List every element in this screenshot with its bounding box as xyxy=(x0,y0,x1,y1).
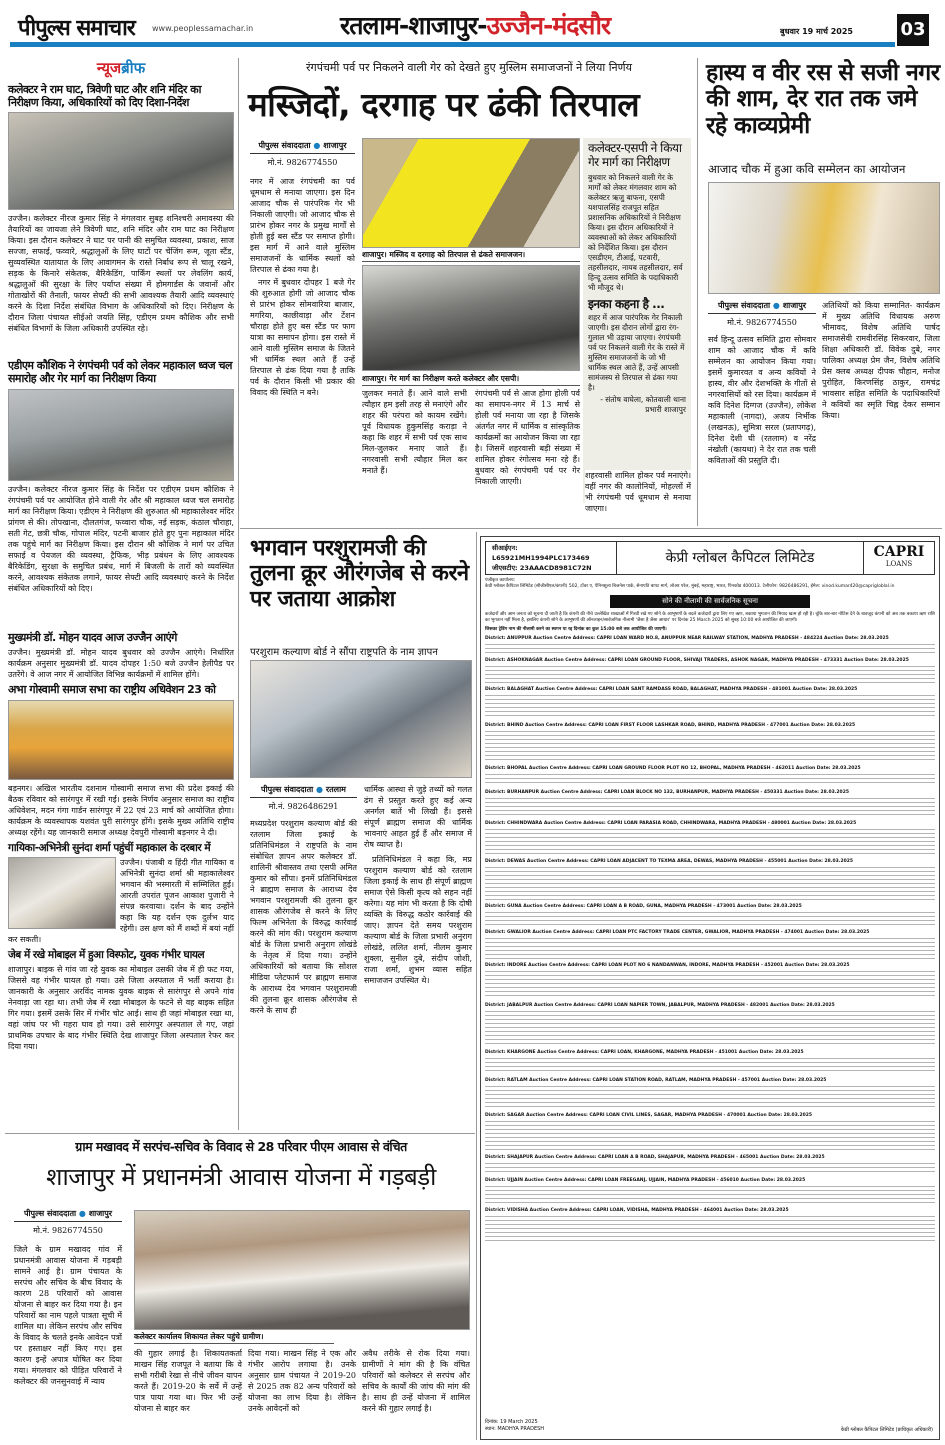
branch-heading: District: UJJAIN Auction Centre Address: CAPRI LOAN FREEGANJ, UJJAIN, MADHYA PRADESH - 456010 Auction Date: 28.03.2025 xyxy=(485,1178,806,1183)
reporter-mobile: मो.नं. 9826486291 xyxy=(268,802,339,811)
notice-body: कर्जदारों और आम जनता को सूचना दी जाती है कि कंपनी की नीचे उल्लेखित शाखाओं में गिरवी रखे गए सोने के आभूषणों के बदले कर्जदारों द्वारा लिए गए ऋण, बकाया भुगतान की मियाद खत्म हो रही है। चूंकि बार-बार नोटिस देने के बावजूद कंपनी को अब तक बकाया ऋण राशि का भुगतान नहीं मिला है, इसलिए कंपनी सोने के आभूषणों की ऑनलाइन/सार्वजनिक नीलामी 'जैसा है जैसा आधार' पर दिनांक 25 March 2025 को सुबह 10:00 बजे आयोजित की जाएगी। xyxy=(485,612,935,623)
branch-heading: District: GWALIOR Auction Centre Address: CAPRI LOAN PTC FACTORY TRADE CENTER, GWALIOR, MADHYA PRADESH - 474001 Auction Date: 28.03.2025 xyxy=(485,930,870,935)
reporter-mobile: मो.नं. 9826774550 xyxy=(267,158,338,167)
photo-villagers-complaint xyxy=(134,1210,470,1330)
reporter-mobile: मो.नं. 9826774550 xyxy=(727,318,797,327)
capri-logo: CAPRI LOANS xyxy=(873,544,925,568)
branch-entry xyxy=(485,1050,935,1074)
notice-title: सोने की नीलामी की सार्वजनिक सूचना xyxy=(610,595,810,608)
brief-headline: कलेक्टर ने राम घाट, त्रिवेणी घाट और शनि मंदिर का निरीक्षण किया, अधिकारियों को दिए दिशा-निर्देश xyxy=(8,83,201,109)
branch-heading: District: BALAGHAT Auction Centre Address: CAPRI LOAN SANT RAMDASS ROAD, BALAGHAT, MADHYA PRADESH - 481001 Auction Date: 28.03.2025 xyxy=(485,687,858,692)
branch-heading: District: CHHINDWARA Auction Centre Address: CAPRI LOAN PARASIA ROAD, CHHINDWARA, MADHYA PRADESH - 480001 Auction Date: 28.03.2025 xyxy=(485,821,857,826)
branch-entry xyxy=(485,859,935,900)
brief-body: उज्जैन। कलेक्टर नीरज कुमार सिंह के निर्देश पर एडीएम प्रथम कौशिक ने रंगपंचमी पर्व पर आयोजित होने वाली गेर और श्री महाकाल ध्वज चल समारोह मार्ग का निरीक्षण किया। एडीएम ने निरीक्षण की शुरुआत श्री महाकालेश्वर मंदिर प्रांगण से की। तोपखाना, दौलतगंज, फव्वारा चौक, नई सड़क, कंठाल चौराहा, सती गेट, छत्री चौक, गोपाल मंदिर, पटनी बाजार होते हुए पुनः महाकाल मंदिर तक पहुंचे मार्ग का निरीक्षण किया। इस दौरान श्री कौशिक ने मार्ग पर उचित सफाई व पेयजल की व्यवस्था, ट्रैफिक, भीड़ प्रबंधन के लिए आवश्यक बैरिकेडिंग, सुरक्षा के समुचित प्रबंध, मार्ग में बिजली के तारों को व्यवस्थित करने, आवश्यक संकेतक लगाने, फायर सेफ्टी आदि व्यवस्थाएं करने के निर्देश संबंधित अधिकारियों को दिए। xyxy=(8,484,234,593)
photo-caption: शाजापुर। मस्जिद व दरगाह को तिरपाल से ढंकते समाजजन। xyxy=(362,249,580,262)
photo-caption: शाजापुर। गेर मार्ग का निरीक्षण करते कलेक्टर और एसपी। xyxy=(362,373,580,386)
brief-headline: जेब में रखे मोबाइल में हुआ विस्फोट, युवक गंभीर घायल xyxy=(8,948,205,961)
awas-body: जिले के ग्राम मखावद गांव में प्रधानमंत्री आवास योजना में गड़बड़ी सामने आई है। ग्राम पंचायत के सरपंच और सचिव के बीच विवाद के कारण 28 परिवारों को आवास योजना से बाहर कर दिया गया है। इन परिवारों का नाम पहले पात्रता सूची में शामिल था। लेकिन सरपंच और सचिव के विवाद के चलते इनके आवेदन पत्रों पर हस्ताक्षर नहीं किए गए। इस कारण इन्हें अपात्र घोषित कर दिया गया। मंगलवार को पीड़ित परिवारों ने कलेक्टर की जनसुनवाई में न्याय xyxy=(14,1245,122,1386)
loan-account-list xyxy=(485,1184,935,1204)
photo-goswami-samaj xyxy=(8,700,234,780)
parshuram-body: प्रतिनिधिमंडल ने कहा कि, मप्र परशुराम कल्याण बोर्ड को रतलाम जिला इकाई के साथ ही संपूर्ण ब्राह्मण समाज ऐसे किसी कृत्य को सहन नहीं करेगा। यह मांग भी करता है कि दोषी व्यक्ति के विरुद्ध कठोर कार्रवाई की जाए। ज्ञापन देते समय परशुराम कल्याण बोर्ड के जिला प्रभारी अनुराग लोखंडे, ललित शर्मा, नीलम कुमार शुक्ला, सुनील दुबे, संदीप जोशी, राजा शर्मा, शुभम व्यास सहित समाजजन उपस्थित थे। xyxy=(364,855,472,985)
branch-heading: District: BURHANPUR Auction Centre Address: CAPRI LOAN BLOCK NO 132, BURHANPUR, MADHYA PRADESH - 450331 Auction Date: 28.03.2025 xyxy=(485,790,849,795)
section-divider xyxy=(5,1133,475,1134)
branch-entry xyxy=(485,658,935,683)
lead-body: शहरवासी शामिल होकर पर्व मनाएंगे। वहीं नगर की कालोनियों, मोहल्लों में भी रंगपंचमी पर्व धूमधाम से मनाया जाएगा। xyxy=(585,470,691,520)
parshuram-headline: भगवान परशुरामजी की तुलना क्रूर औरंगजेब से करने पर जताया आक्रोश xyxy=(250,536,469,612)
photo-sunanda-sharma xyxy=(8,857,116,929)
section-divider xyxy=(240,528,942,529)
branch-entry xyxy=(485,1078,935,1109)
loan-account-list xyxy=(485,729,935,762)
branch-heading: District: BHOPAL Auction Centre Address: CAPRI LOAN GROUND FLOOR PLOT NO 12, BHOPAL, MADHYA PRADESH - 462011 Auction Date: 28.03.2025 xyxy=(485,766,861,771)
column-divider xyxy=(697,58,698,526)
news-brief-label: न्यूजब्रीफ xyxy=(96,59,146,77)
kavi-body: अतिथियों को किया सम्मानित- कार्यक्रम में मुख्य अतिथि विधायक अरुण भीमावद, विशेष अतिथि पार्षद समाजसेवी रामवीरसिंह सिकरवार, जिला शिक्षा अधिकारी डॉ. विवेक दुबे, नगर पालिका अध्यक्ष प्रेम जैन, विशेष अतिथि प्रेस क्लब अध्यक्ष दीपक चौहान, मनोज पुरोहित, किरणसिंह ठाकुर, रामचंद्र भावसार सहित समिति के पदाधिकारियों ने कवियों का स्मृति चिह्न देकर सम्मान किया। xyxy=(822,301,940,420)
photo-ger-route-inspection xyxy=(362,265,580,371)
lead-body: जुलकर मनाते हैं। आने वाले सभी त्यौहार हम इसी तरह से मनाएंगे और शहर की परंपरा को कायम रखेंगे। पूर्व विधायक हुकुमसिंह कराड़ा ने कहा कि शहर में सभी पर्व एक साथ मिल-जुलकर मनाए जाते हैं। नगरवासी सभी त्यौहार मिल कर मनाते हैं। xyxy=(362,389,467,475)
branch-heading: District: SAGAR Auction Centre Address: CAPRI LOAN CIVIL LINES, SAGAR, MADHYA PRADESH - 470001 Auction Date: 28.03.2025 xyxy=(485,1113,813,1118)
branch-heading: District: KHARGONE Auction Centre Address: CAPRI LOAN, KHARGONE, MADHYA PRADESH - 451001 Auction Date: 28.03.2025 xyxy=(485,1050,804,1055)
quote-body: शहर में आज पारंपरिक गेर निकाली जाएगी। इस दौरान लोगों द्वारा रंग-गुलाल भी उड़ाया जाएगा। रंगपंचमी पर्व पर निकलने वाली गेर के रास्ते में मुस्लिम समाजजनों के जो भी धार्मिक स्थल आते हैं, उन्हें आपसी सामंजस्य से तिरपाल से ढंका गया है। xyxy=(588,313,685,393)
column-divider xyxy=(238,58,239,1130)
capri-auction-notice xyxy=(480,536,940,1440)
byline: पीपुल्स संवाददाता ● शाजापुर xyxy=(14,1208,122,1222)
branch-entry xyxy=(485,930,935,959)
loan-account-list xyxy=(485,865,935,900)
awas-headline: शाजापुर में प्रधानमंत्री आवास योजना में गड़बड़ी xyxy=(46,1163,436,1191)
awas-byline xyxy=(14,1208,122,1434)
branch-entry xyxy=(485,790,935,817)
edition-title-red: उज्जैन-मंदसौर xyxy=(486,11,611,40)
loan-account-list xyxy=(485,693,935,719)
brief-body: बड़नगर। अखिल भारतीय दशनाम गोस्वामी समाज सभा की प्रदेश इकाई की बैठक रविवार को सारंगपुर में रखी गई। इसके निर्णय अनुसार समाज का राष्ट्रीय अधिवेशन, मदन गंगा गार्डन सारंगपुर में 22 एवं 23 मार्च को आयोजित होगा। कार्यक्रम के व्यवस्थापक यशवंत पुरी सारंगपुर होंगे। इसके मुख्य अतिथि राष्ट्रीय अध्यक्ष रहेंगे। यह जानकारी समाज अध्यक्ष देवपुरी गोस्वामी बड़नगर ने दी। xyxy=(8,783,234,837)
brief-headline: एडीएम कौशिक ने रंगपंचमी पर्व को लेकर महाकाल ध्वज चल समारोह और गेर मार्ग का निरीक्षण किया xyxy=(8,359,232,385)
lead-body: नगर में आज रंगपंचमी का पर्व धूमधाम से मनाया जाएगा। इस दिन आजाद चौक से पारंपरिक गेर भी निकाली जाएगी। जो आजाद चौक से प्रारंभ होकर नगर के प्रमुख मार्गों से होती हुई बस स्टैंड पर समाप्त होगी। इस मार्ग में आने वाले मुस्लिम समाजजनों के धार्मिक स्थलों को तिरपाल से ढंका गया है। xyxy=(250,177,355,274)
loan-account-list xyxy=(485,1056,935,1074)
photo-caption: कलेक्टर कार्यालय शिकायत लेकर पहुंचे ग्रामीण। xyxy=(134,1331,334,1344)
parshuram-body: मध्यप्रदेश परशुराम कल्याण बोर्ड की रतलाम जिला इकाई के प्रतिनिधिमंडल ने राष्ट्रपति के नाम संबोधित ज्ञापन अपर कलेक्टर डॉ. शालिनी श्रीवास्तव तथा एसपी अमित कुमार को सौंपा। इनमें प्रतिनिधिमंडल ने ब्राह्मण समाज के आराध्य देव भगवान परशुरामजी की तुलना क्रूर शासक औरंगजेब से करने के लिए फिल्म अभिनेता के विरुद्ध कार्रवाई करने की मांग की। परशुराम कल्याण बोर्ड के जिला प्रभारी अनुराग लोखंडे के नेतृत्व में दिया गया। उन्होंने अधिकारियों को बताया कि सोशल मीडिया प्लेटफार्म पर ब्राह्मण समाज के आराध्य देव भगवान परशुरामजी की तुलना क्रूर शासक औरंगजेब से करने के साथ ही xyxy=(250,819,357,1015)
branch-heading: District: DEWAS Auction Centre Address: CAPRI LOAN ADJACENT TO TEXMA AREA, DEWAS, MADHYA PRADESH - 455001 Auction Date: 28.03.2025 xyxy=(485,859,853,864)
branch-entry xyxy=(485,1208,935,1241)
lead-body: नगर में बुधवार दोपहर 1 बजे गेर की शुरुआत होगी जो आजाद चौक से प्रारंभ होकर सोमवारिया बाजार, मगरिया, काछीवाड़ा और टेंशन चौराहा होते हुए बस स्टैंड पर फाग यात्रा का समापन होगा। इस रास्ते में आने वाली मुस्लिम समाज के जितने भी धार्मिक स्थल आते हैं उन्हें तिरपाल से ढंक दिया गया है ताकि पर्व के दौरान किसी भी प्रकार की विवाद की स्थिति न बने। xyxy=(250,278,355,397)
branch-list xyxy=(485,636,935,1241)
branch-entry xyxy=(485,821,935,855)
ad-reg-office: पंजीकृत कार्यालय: केप्री ग्लोबल कैपिटल लिमिटेड (सीजीसीएल/कंपनी) 502, टॉवर ए, पेनिनसुला बिजनेस पार्क, सेनापति बापट मार्ग, लोअर परेल, मुंबई, महाराष्ट्र, भारत, पिनकोड 400013. टेलीफोन: 9826486291, ईमेल: vinod.kumar420@caprigloblal.in xyxy=(485,578,895,589)
quote-attribution: - संतोष वाघेला, कोतवाली थाना प्रभारी शाजापुर xyxy=(600,395,686,415)
brief-body: उज्जैन। मुख्यमंत्री डॉ. मोहन यादव बुधवार को उज्जैन आएंगे। निर्धारित कार्यक्रम अनुसार मुख्यमंत्री डॉ. यादव दोपहर 1:50 बजे उज्जैन हेलीपैड पर उतरेंगे। वे आज नगर में आयोजित विभिन्न कार्यक्रमों में शामिल होंगे। xyxy=(8,648,234,680)
news-brief-column xyxy=(8,58,234,1052)
header-rule xyxy=(10,42,895,47)
photo-collector-inspection xyxy=(8,112,234,210)
branch-heading: District: JABALPUR Auction Centre Address: CAPRI LOAN NAPIER TOWN, JABALPUR, MADHYA PRADESH - 482001 Auction Date: 28.03.2025 xyxy=(485,1003,835,1008)
branch-heading: District: ASHOKNAGAR Auction Centre Address: CAPRI LOAN GROUND FLOOR, SHIVAJI TRADERS, ASHOK NAGAR, MADHYA PRADESH - 473331 Auction Date: 28.03.2025 xyxy=(485,658,909,663)
issue-date: बुधवार 19 मार्च 2025 xyxy=(780,27,853,36)
brief-body: उज्जैन। कलेक्टर नीरज कुमार सिंह ने मंगलवार सुबह शनिश्चरी अमावस्या की तैयारियों का जायजा लेने त्रिवेणी घाट, शनि मंदिर और राम घाट का निरीक्षण किया। इस दौरान कलेक्टर ने घाट पर पानी की समुचित व्यवस्था, प्रकाश, साज सज्जा, सफाई, फव्वारे, श्रद्धालुओं के लिए घाटों पर चेंजिंग रूम, जूता स्टैंड, सुव्यवस्थित यातायात के लिए आवागमन के रास्ते निर्बाध रूप से चालू रखने, सड़क के किनारे संकेतक, बैरिकेडिंग, पार्किंग स्थलों पर लेवलिंग कार्य, श्रद्धालुओं की सुरक्षा के लिए पर्याप्त संख्या में होमगार्डस के जवानों और गोताखोरों की तैनाती, फायर सेफ्टी की सभी आवश्यक तैयारी आदि व्यवस्थाएं करने के दिशा निर्देश संबंधित विभाग के अधिकारियों को दिए। निरीक्षण के दौरान जिला पंचायत सीईओ जयति सिंह, एडीएम प्रथम कौशिक और सभी संबंधित विभागों के जिला अधिकारी उपस्थित रहे। xyxy=(8,214,234,334)
newspaper-logo: पीपुल्स समाचार xyxy=(18,16,135,41)
brief-headline: मुख्यमंत्री डॉ. मोहन यादव आज उज्जैन आएंगे xyxy=(8,630,177,644)
lead-body: रंगपंचमी पर्व से आज होगा होली पर्व का समापन-नगर में 13 मार्च से होली पर्व मनाया जा रहा है जिसके अंतर्गत नगर में धार्मिक व सांस्कृतिक कार्यक्रमों का आयोजन किया जा रहा है। जिसमें शहरवासी बड़ी संख्या में शामिल होकर रंगोत्सव मना रहे हैं। बुधवार को रंगपंचमी पर्व पर गेर निकाली जाएगी। xyxy=(475,389,580,486)
ad-registration: सीआईएन: L65921MH1994PLC173469 जीएसटीए: 23AAACD8981C72N xyxy=(492,544,592,572)
ad-signature: केप्री ग्लोबल कैपिटल लिमिटेड (प्राधिकृत अधिकारी) xyxy=(840,1427,933,1433)
branch-heading: District: RATLAM Auction Centre Address: CAPRI LOAN STATION ROAD, RATLAM, MADHYA PRADESH - 457001 Auction Date: 28.03.2025 xyxy=(485,1078,827,1083)
photo-adm-inspection xyxy=(8,389,234,481)
parshuram-subhead: परशुराम कल्याण बोर्ड ने सौंपा राष्ट्रपति के नाम ज्ञापन xyxy=(250,647,438,658)
branch-heading: District: INDORE Auction Centre Address: CAPRI LOAN PLOT NO 6 NANDANWAN, INDORE, MADHYA PRADESH - 452001 Auction Date: 28.03.2025 xyxy=(485,963,850,968)
brief-body: उज्जैन। पंजाबी व हिंदी गीत गायिका व अभिनेत्री सुनंदा शर्मा श्री महाकालेश्वर भगवान की भस्मारती में सम्मिलित हुईं। आरती उपरांत पूजन आकाश पुजारी ने संपन्न करवाया। दर्शन के बाद उन्होंने कहा कि यह दर्शन एक दुर्लभ याद रहेगी। उस क्षण को मैं शब्दों में बयां नहीं कर सकती। xyxy=(8,857,234,944)
loan-account-list xyxy=(485,772,935,786)
loan-account-list xyxy=(485,910,935,926)
kavi-byline xyxy=(708,300,816,514)
branch-entry xyxy=(485,963,935,999)
website-link[interactable]: www.peoplessamachar.in xyxy=(152,24,254,33)
loan-account-list xyxy=(485,1084,935,1109)
kavi-body: सर्व हिन्दू उत्सव समिति द्वारा सोमवार शाम को आजाद चौक में कवि सम्मेलन का आयोजन किया गया। इसमें कुमारवत व अन्य कवियों ने हास्य, वीर और देशभक्ति के गीतों से नगरवासियों को रस दिया। कार्यक्रम में कवि दिनेश दिग्गज (उज्जैन), लोकेश महाकाली (नागदा), अजय निर्भीक (लखनऊ), सुमित्रा सरल (प्रतापगढ़), दिनेश देशी घी (रतलाम) व नरेंद्र नंखोती (कायथा) ने देर रात तक चली कविताओं की प्रस्तुति दी। xyxy=(708,335,816,465)
loan-account-list xyxy=(485,969,935,999)
lead-byline xyxy=(250,140,355,447)
loan-account-list xyxy=(485,1009,935,1046)
brief-headline: गायिका-अभिनेत्री सुनंदा शर्मा पहुंचीं महाकाल के दरबार में xyxy=(8,841,211,854)
branch-entry xyxy=(485,1155,935,1174)
column-divider xyxy=(476,532,477,1440)
byline: पीपुल्स संवाददाता ● शाजापुर xyxy=(708,300,816,314)
sidebar-box xyxy=(583,138,691,503)
brief-headline: अभा गोस्वामी समाज सभा का राष्ट्रीय अधिवेशन 23 को xyxy=(8,683,216,697)
awas-body: अवैध तरीके से रोक दिया गया। ग्रामीणों ने मांग की है कि वंचित परिवारों को कलेक्टर से सरपंच और सचिव के कार्यों की जांच की मांग की है। साथ ही उन्हें योजना में शामिल करने की गुहार लगाई है। xyxy=(362,1349,470,1413)
sidebar-body: बुधवार को निकलने वाली गेर के मार्गों को लेकर मंगलवार शाम को कलेक्टर ऋजु बाफना, एसपी यशपालसिंह राजपूत सहित प्रशासनिक अधिकारियों ने निरीक्षण किया। इस दौरान अधिकारियों ने व्यवस्थाओं को लेकर अधिकारियों को निर्देशित किया। इस दौरान एसडीएम, टीआई, पटवारी, तहसीलदार, नायब तहसीलदार, सर्व हिन्दू उत्सव समिति के पदाधिकारी भी मौजूद थे। xyxy=(588,172,683,292)
branch-entry xyxy=(485,1003,935,1046)
awas-body: की गुहार लगाई है। शिकायतकर्ता माखन सिंह राजपूत ने बताया कि वे सभी गरीबी रेखा से नीचे जीवन यापन करते हैं। 2019-20 के सर्वे में उन्हें पात्र पाया गया था। फिर भी उन्हें योजना से बाहर कर xyxy=(134,1349,242,1413)
ad-company-name: केप्री ग्लोबल कैपिटल लिमिटेड xyxy=(616,542,864,574)
page-number: 03 xyxy=(897,14,929,46)
kavi-subhead: आजाद चौक में हुआ कवि सम्मेलन का आयोजन xyxy=(708,162,906,176)
loan-account-list xyxy=(485,1161,935,1174)
loan-account-list xyxy=(485,1214,935,1241)
parshuram-col2 xyxy=(364,784,472,1114)
kavi-headline: हास्य व वीर रस से सजी नगर की शाम, देर रात तक जमे रहे काव्यप्रेमी xyxy=(706,60,940,139)
loan-account-list xyxy=(485,664,935,683)
branch-entry xyxy=(485,1178,935,1204)
branch-entry xyxy=(485,1113,935,1151)
quote-title: इनका कहना है ... xyxy=(588,296,665,311)
sidebar-headline: कलेक्टर-एसपी ने किया गेर मार्ग का निरीक्षण xyxy=(588,141,682,169)
byline: पीपुल्स संवाददाता ● शाजापुर xyxy=(250,140,355,154)
branch-entry xyxy=(485,687,935,719)
auction-intro: जिसका ट्रेडिंग नाम की नीलामी करने का स्थगन या रद्द दिनांक का कुल 15:00 बजे तक आयोजित की जाएगी। xyxy=(485,627,667,632)
edition-title xyxy=(340,8,610,42)
ad-header xyxy=(485,541,935,575)
loan-account-list xyxy=(485,936,935,959)
branch-heading: District: ANUPPUR Auction Centre Address: CAPRI LOAN WARD NO.8, ANUPPUR NEAR RAILWAY STATION, MADHYA PRADESH - 484224 Auction Date: 28.03.2025 xyxy=(485,636,889,641)
branch-heading: District: GUNA Auction Centre Address: CAPRI LOAN A B ROAD, GUNA, MADHYA PRADESH - 473001 Auction Date: 28.03.2025 xyxy=(485,904,802,909)
lead-headline: मस्जिदों, दरगाह पर ढंकी तिरपाल xyxy=(248,85,640,124)
edition-title-black: रतलाम-शाजापुर- xyxy=(340,11,487,40)
branch-heading: District: SHAJAPUR Auction Centre Address: CAPRI LOAN A B ROAD, SHAJAPUR, MADHYA PRADESH - 465001 Auction Date: 28.03.2025 xyxy=(485,1155,825,1160)
awas-kicker: ग्राम मखावद में सरपंच-सचिव के विवाद से 28 परिवार पीएम आवास से वंचित xyxy=(75,1139,407,1154)
branch-heading: District: VIDISHA Auction Centre Address: CAPRI LOAN, VIDISHA, MADHYA PRADESH - 464001 Auction Date: 28.03.2025 xyxy=(485,1208,789,1213)
awas-body: दिया गया। माखन सिंह ने एक और गंभीर आरोप लगाया है। उनके अनुसार ग्राम पंचायत ने 2019-20 से 2025 तक 82 अन्य परिवारों को योजना का लाभ दिया है। लेकिन उनके आवेदनों को xyxy=(248,1349,356,1413)
byline: पीपुल्स संवाददाता ● रतलाम xyxy=(250,784,357,798)
reporter-mobile: मो.नं. 9826774550 xyxy=(33,1226,103,1235)
loan-account-list xyxy=(485,642,935,654)
loan-account-list xyxy=(485,827,935,855)
photo-kavi-sammelan xyxy=(708,182,940,294)
photo-tarpaulin-mosque xyxy=(362,138,580,248)
loan-account-list xyxy=(485,796,935,817)
lead-kicker: रंगपंचमी पर्व पर निकलने वाली गेर को देखते हुए मुस्लिम समाजजनों ने लिया निर्णय xyxy=(306,61,632,74)
brief-body: शाजापुर। बाइक से गांव जा रहे युवक का मोबाइल उसकी जेब में ही फट गया, जिससे वह गंभीर घायल हो गया। उसे जिला अस्पताल में भर्ती कराया है। जानकारी के अनुसार अरविंद नामक युवक बाइक से सारंगपुर से अपने गांव नेनवाड़ा जा रहा था। तभी जेब में रखा मोबाइल के फटने से वह बाइक सहित गिर गया। इसमें उसके सिर में गंभीर चोट आई। साथ ही जहां मोबाइल रखा था, वहां जांघ पर भी गहरा घाव हो गया। उसे सारंगपुर अस्पताल ले गए, जहां प्राथमिक उपचार के बाद गंभीर स्थिति देख शाजापुर जिला अस्पताल रेफर कर दिया गया। xyxy=(8,964,234,1051)
branch-entry xyxy=(485,723,935,762)
parshuram-byline xyxy=(250,784,357,1123)
loan-account-list xyxy=(485,1119,935,1151)
photo-memorandum xyxy=(250,660,472,778)
branch-heading: District: BHIND Auction Centre Address: CAPRI LOAN FIRST FLOOR LASHKAR ROAD, BHIND, MADHYA PRADESH - 477001 Auction Date: 28.03.2025 xyxy=(485,723,856,728)
branch-entry xyxy=(485,904,935,926)
parshuram-body: धार्मिक आस्था से जुड़े तथ्यों को गलत ढंग से प्रस्तुत करते हुए कई अन्य अनर्गल बातें भी लिखी हैं। इससे संपूर्ण ब्राह्मण समाज की धार्मिक भावनाएं आहत हुई हैं और समाज में रोष व्याप्त है। xyxy=(364,785,472,849)
branch-entry xyxy=(485,766,935,786)
branch-entry xyxy=(485,636,935,654)
ad-footer: दिनांक: 19 March 2025 स्थान: MADHYA PRADESH xyxy=(485,1419,545,1432)
